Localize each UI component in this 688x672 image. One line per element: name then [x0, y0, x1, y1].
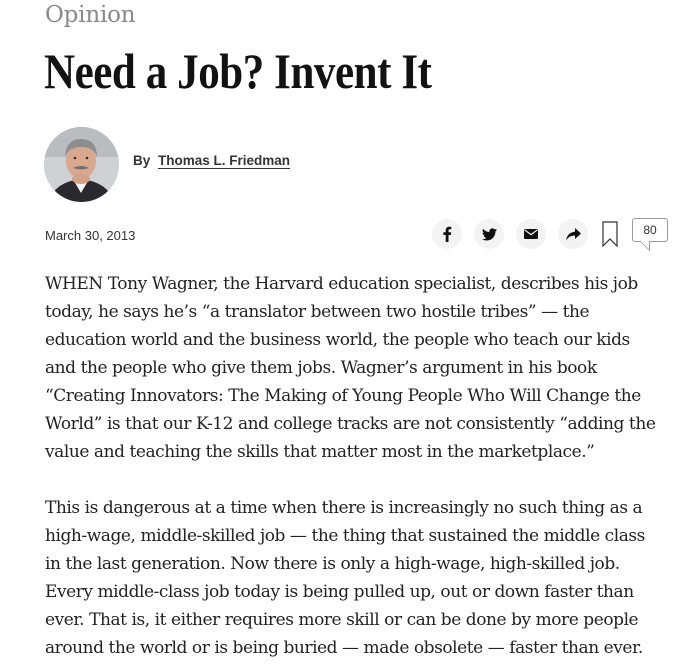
email-share-button[interactable] [516, 219, 546, 249]
byline [133, 153, 290, 168]
more-share-button[interactable] [558, 219, 588, 249]
save-bookmark-button[interactable] [602, 221, 618, 247]
byline-prefix: By [133, 153, 151, 168]
paragraph-line: today, he says he’s “a translator between two hostile tribes” — the [45, 302, 590, 322]
paragraph-line: Every middle-class job today is being pulled up, out or down faster than [45, 582, 634, 602]
article-paragraph-2 [45, 494, 670, 662]
paragraph-line: education world and the business world, the people who teach our kids [45, 330, 630, 350]
comment-count: 80 [643, 223, 657, 237]
share-toolbar [432, 219, 668, 249]
article-paragraph-1 [45, 270, 670, 466]
twitter-icon [482, 228, 497, 241]
section-label[interactable]: Opinion [45, 2, 136, 28]
paragraph-line: WHEN Tony Wagner, the Harvard education specialist, describes his job [45, 274, 638, 294]
headline: Need a Job? Invent It [44, 43, 432, 99]
paragraph-line: high-wage, middle-skilled job — the thing that sustained the middle class [45, 526, 645, 546]
paragraph-line: value and teaching the skills that matter most in the marketplace.” [45, 442, 595, 462]
paragraph-line: World” is that our K-12 and college tracks are not consistently “adding the [45, 414, 656, 434]
author-avatar[interactable] [44, 127, 119, 202]
paragraph-line: “Creating Innovators: The Making of Young People Who Will Change the [45, 386, 641, 406]
paragraph-line: ever. That is, it either requires more skill or can be done by more people [45, 610, 639, 630]
twitter-share-button[interactable] [474, 219, 504, 249]
email-icon [524, 229, 538, 239]
paragraph-line: around the world or is being buried — made obsolete — faster than ever. [45, 638, 643, 658]
facebook-icon [442, 226, 452, 242]
paragraph-line: and the people who give them jobs. Wagner’s argument in his book [45, 358, 597, 378]
bookmark-icon [602, 221, 618, 247]
author-link[interactable]: Thomas L. Friedman [158, 153, 291, 168]
publish-date: March 30, 2013 [45, 228, 136, 243]
facebook-share-button[interactable] [432, 219, 462, 249]
comments-button[interactable] [632, 218, 668, 242]
paragraph-line: This is dangerous at a time when there is increasingly no such thing as a [45, 498, 643, 518]
paragraph-line: in the last generation. Now there is only a high-wage, high-skilled job. [45, 554, 620, 574]
share-arrow-icon [566, 228, 581, 241]
